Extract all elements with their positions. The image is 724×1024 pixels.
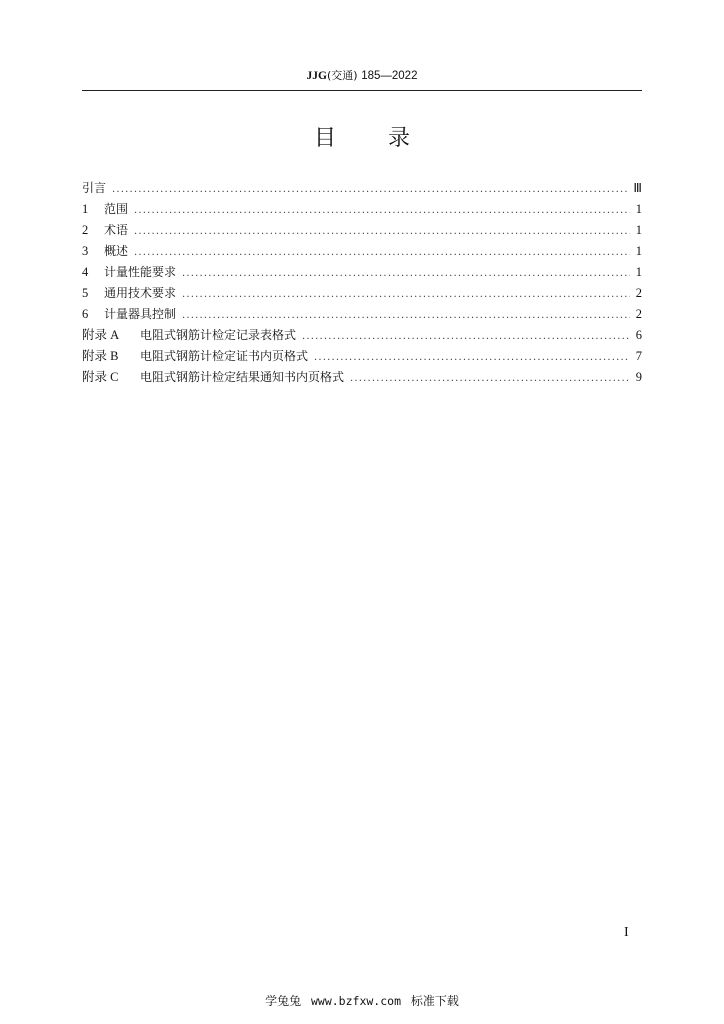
page-title [0,124,724,154]
toc-entry-number: 3 [82,244,89,258]
footer-site-name: 学兔兔 [265,994,302,1008]
toc-entry-page: 2 [635,307,642,321]
toc-entry-intro[interactable] [82,178,642,199]
toc-entry-appendix-c[interactable] [82,367,642,388]
toc-dot-leader [134,221,630,242]
toc-entry-label: 计量性能要求 [104,265,177,279]
toc-entry-1[interactable] [82,199,642,220]
standard-number: 185—2022 [361,70,418,82]
running-header [82,60,642,91]
toc-entry-page: 1 [635,202,642,216]
footer-watermark [0,992,724,1009]
toc-entry-number: 附录 B [82,349,119,363]
standard-category: (交通) [326,69,358,82]
toc-entry-appendix-a[interactable] [82,325,642,346]
toc-entry-2[interactable] [82,220,642,241]
toc-dot-leader [314,347,630,368]
toc-entry-appendix-b[interactable] [82,346,642,367]
toc-entry-page: 1 [635,265,642,279]
toc-dot-leader [302,326,630,347]
toc-entry-number: 5 [82,286,89,300]
toc-entry-page: 6 [635,328,642,342]
toc-dot-leader [182,263,630,284]
toc-entry-number: 1 [82,202,89,216]
toc-dot-leader [182,305,630,326]
toc-entry-number: 4 [82,265,89,279]
toc-entry-number: 附录 C [82,370,119,384]
toc-entry-number: 2 [82,223,89,237]
toc-entry-label: 电阻式钢筋计检定记录表格式 [140,328,297,342]
toc-entry-page: 2 [635,286,642,300]
toc-entry-label: 术语 [104,223,129,237]
toc-entry-page: 1 [635,244,642,258]
toc-entry-label: 概述 [104,244,129,258]
toc-entry-5[interactable] [82,283,642,304]
toc-dot-leader [182,284,630,305]
toc-entry-label: 范围 [104,202,129,216]
footer-slogan: 标准下载 [410,994,459,1008]
toc-entry-label: 电阻式钢筋计检定证书内页格式 [140,349,309,363]
toc-entry-page: 9 [635,370,642,384]
toc-dot-leader [134,242,630,263]
toc-entry-3[interactable] [82,241,642,262]
footer-url[interactable]: www.bzfxw.com [310,994,401,1008]
toc-entry-number: 6 [82,307,89,321]
toc-dot-leader [112,179,627,200]
toc-entry-label: 通用技术要求 [104,286,177,300]
table-of-contents [82,178,642,388]
toc-entry-number: 附录 A [82,328,120,342]
toc-entry-page: 1 [635,223,642,237]
title-char-2: 录 [388,126,411,151]
toc-entry-page: 7 [635,349,642,363]
title-char-1: 目 [313,126,336,151]
toc-entry-4[interactable] [82,262,642,283]
toc-dot-leader [350,368,630,389]
toc-dot-leader [134,200,630,221]
standard-code: JJG [306,70,327,82]
toc-entry-6[interactable] [82,304,642,325]
toc-entry-label: 电阻式钢筋计检定结果通知书内页格式 [140,370,345,384]
page-number: I [624,925,629,940]
toc-entry-label: 计量器具控制 [104,307,177,321]
toc-entry-label: 引言 [82,181,107,195]
toc-entry-page: Ⅲ [633,181,642,195]
